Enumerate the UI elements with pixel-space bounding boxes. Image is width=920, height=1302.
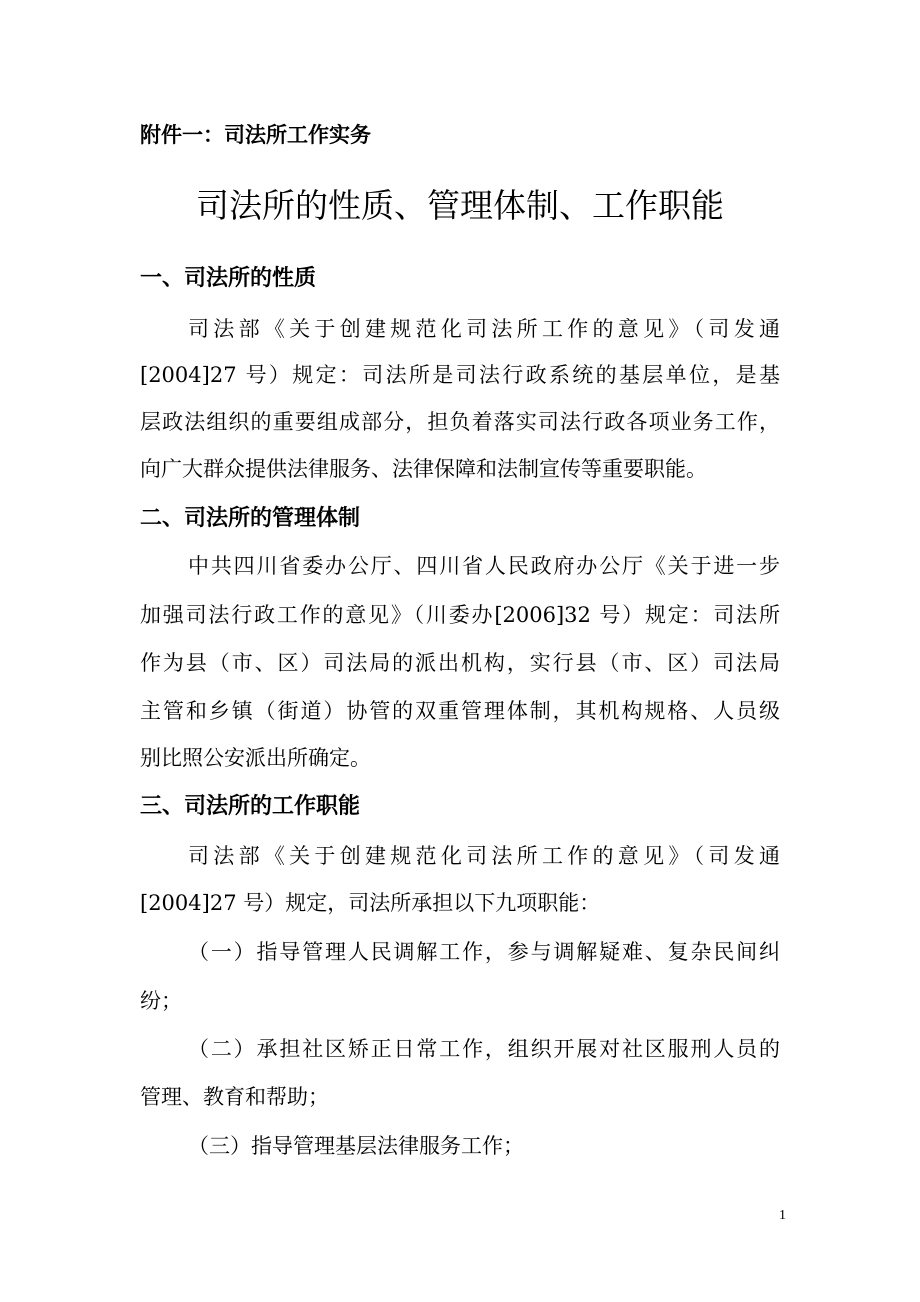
list-item-continuation: 管理、教育和帮助； bbox=[140, 1085, 329, 1109]
paragraph-line: 别比照公安派出所确定。 bbox=[140, 746, 371, 770]
paragraph-line: 司法部《关于创建规范化司法所工作的意见》（司发通 bbox=[188, 317, 780, 341]
list-item-continuation: 纷； bbox=[140, 989, 182, 1013]
paragraph-line: 向广大群众提供法律服务、法律保障和法制宣传等重要职能。 bbox=[140, 457, 707, 481]
paragraph-line: 司法部《关于创建规范化司法所工作的意见》（司发通 bbox=[188, 844, 780, 868]
list-item: （一）指导管理人民调解工作，参与调解疑难、复杂民间纠 bbox=[188, 940, 780, 964]
section-heading-functions: 三、司法所的工作职能 bbox=[140, 794, 361, 819]
paragraph-line: 加强司法行政工作的意见》（川委办[2006]32 号）规定：司法所 bbox=[140, 603, 780, 627]
paragraph-line: [2004]27 号）规定：司法所是司法行政系统的基层单位，是基 bbox=[140, 363, 780, 387]
paragraph-line: 中共四川省委办公厅、四川省人民政府办公厅《关于进一步 bbox=[188, 554, 780, 578]
paragraph-line: 层政法组织的重要组成部分，担负着落实司法行政各项业务工作， bbox=[140, 410, 780, 434]
list-item: （三）指导管理基层法律服务工作； bbox=[188, 1134, 524, 1158]
list-item: （二）承担社区矫正日常工作，组织开展对社区服刑人员的 bbox=[188, 1037, 780, 1061]
paragraph-line: 主管和乡镇（街道）协管的双重管理体制，其机构规格、人员级 bbox=[140, 699, 780, 723]
annex-title: 附件一：司法所工作实务 bbox=[140, 123, 371, 147]
section-heading-management: 二、司法所的管理体制 bbox=[140, 506, 361, 531]
paragraph-line: 作为县（市、区）司法局的派出机构，实行县（市、区）司法局 bbox=[140, 651, 780, 675]
page-title: 司法所的性质、管理体制、工作职能 bbox=[196, 186, 724, 225]
paragraph-line: [2004]27 号）规定，司法所承担以下九项职能： bbox=[140, 891, 601, 915]
section-heading-nature: 一、司法所的性质 bbox=[140, 266, 317, 291]
page-number: 1 bbox=[779, 1208, 786, 1223]
